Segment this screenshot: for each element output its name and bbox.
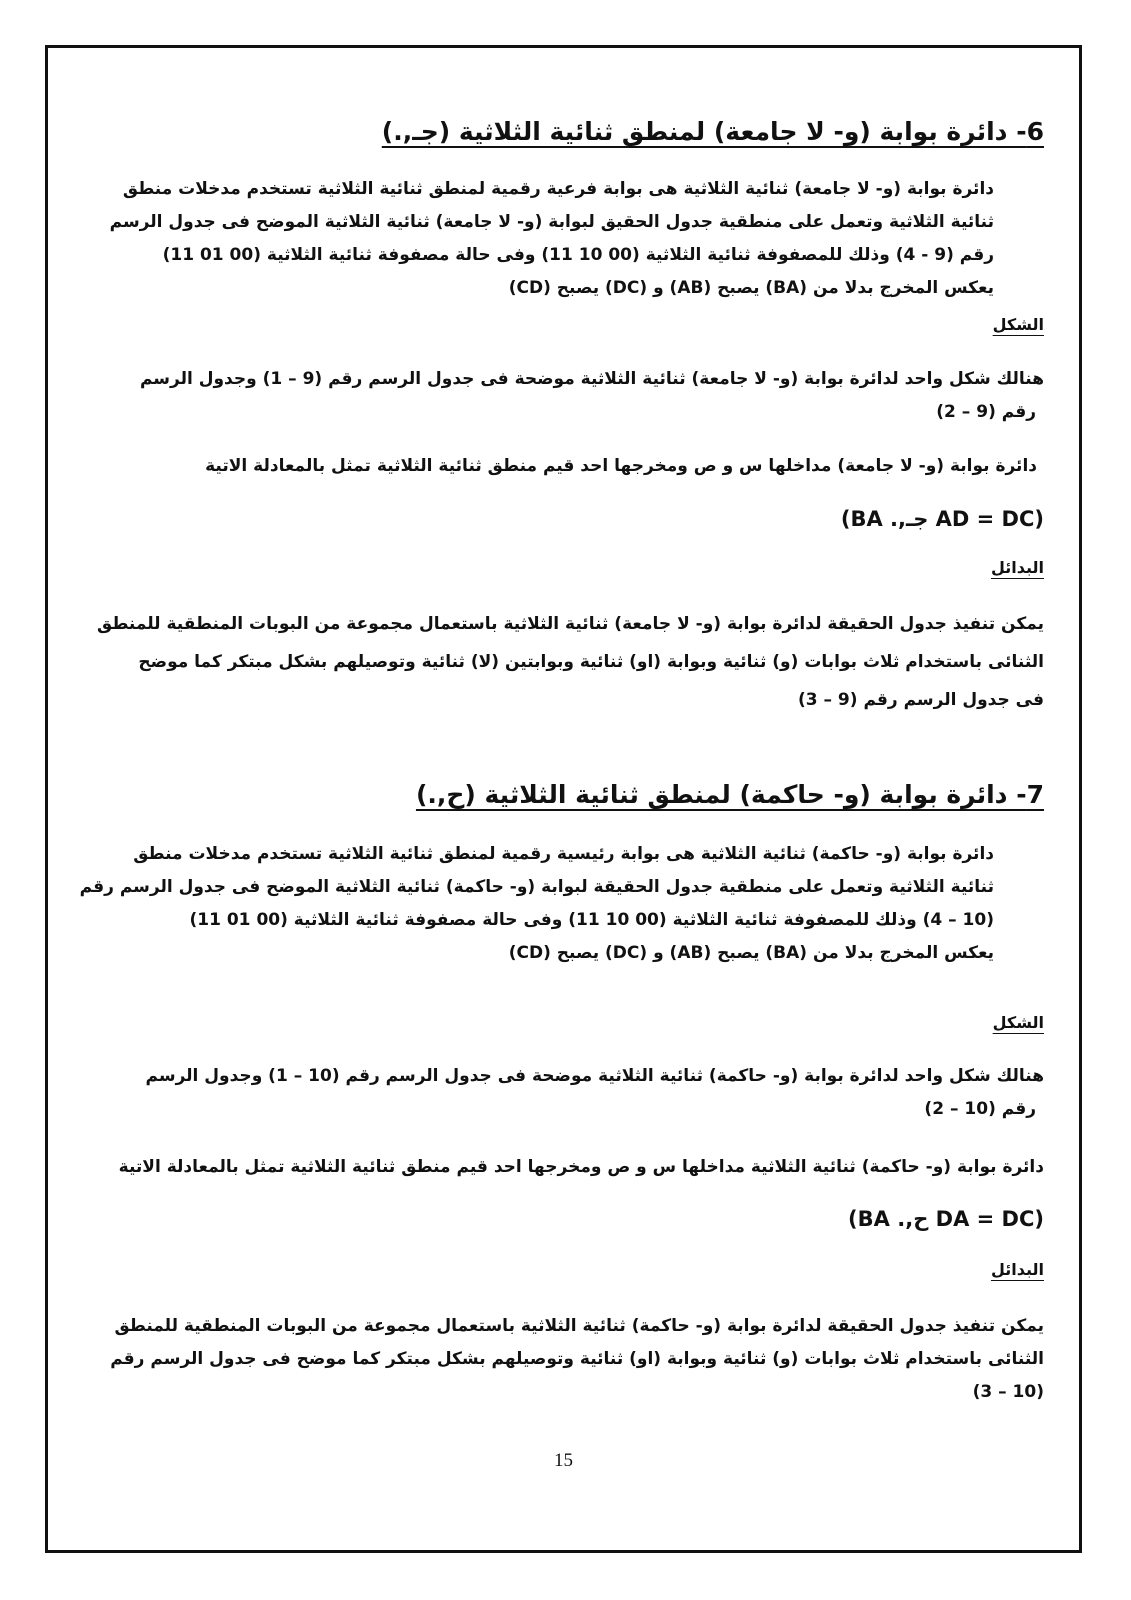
- section-7-intro-line-4: يعكس المخرج بدلا من (BA) يصبح (AB) و (DC) يصبح (CD): [508, 943, 994, 963]
- section-6-shape-title: الشكل: [992, 315, 1044, 334]
- section-7-shape-text: [45, 1060, 1082, 1126]
- section-6-alternatives-line-3: فى جدول الرسم رقم (9 – 3): [797, 690, 1044, 710]
- section-6-equation: (AD = DC جـ,. BA): [840, 507, 1044, 531]
- section-6-shape-line-2: رقم (9 – 2): [936, 402, 1036, 422]
- section-6-alternatives-line-2: الثنائى باستخدام ثلاث بوابات (و) ثنائية وبوابة (او) ثنائية وبوابتين (لا) ثنائية وتوصيلهم بشكل مبتكر كما موضح: [138, 652, 1044, 672]
- section-6-alternatives-line-1: يمكن تنفيذ جدول الحقيقة لدائرة بوابة (و- لا جامعة) ثنائية الثلاثية باستعمال مجموعة من البوبات المنطقية للمنطق: [97, 614, 1044, 634]
- section-6-alternatives-text: [45, 605, 1082, 719]
- section-7-alternatives-line-3: (10 – 3): [972, 1382, 1044, 1402]
- section-7-intro-line-3: (10 – 4) وذلك للمصفوفة ثنائية الثلاثية (00 10 11) وفى حالة مصفوفة ثنائية الثلاثية (00 01 11): [189, 910, 994, 930]
- section-7-alternatives-line-2: الثنائى باستخدام ثلاث بوابات (و) ثنائية وبوابة (او) ثنائية وتوصيلهم بشكل مبتكر كما موضح فى جدول الرسم رقم: [110, 1349, 1044, 1369]
- section-7-heading: 7- دائرة بوابة (و- حاكمة) لمنطق ثنائية الثلاثية (ح,.): [415, 780, 1044, 809]
- section-7-shape-line-1: هنالك شكل واحد لدائرة بوابة (و- حاكمة) ثنائية الثلاثية موضحة فى جدول الرسم رقم (10 – 1) وجدول الرسم: [145, 1066, 1044, 1086]
- section-7-alternatives-title: البدائل: [990, 1260, 1044, 1279]
- section-6-equation-intro: دائرة بوابة (و- لا جامعة) مداخلها س و ص ومخرجها احد قيم منطق ثنائية الثلاثية تمثل بالمعادلة الاتية: [205, 456, 1037, 476]
- section-7-alternatives-text: [45, 1310, 1082, 1409]
- section-7-intro: [45, 838, 1082, 970]
- section-6-heading: 6- دائرة بوابة (و- لا جامعة) لمنطق ثنائية الثلاثية (جـ,.): [381, 117, 1044, 146]
- section-7-intro-line-2: ثنائية الثلاثية وتعمل على منطقية جدول الحقيقة لبوابة (و- حاكمة) ثنائية الثلاثية الموضح فى جدول الرسم رقم: [79, 877, 994, 897]
- section-7-shape-line-2: رقم (10 – 2): [924, 1099, 1036, 1119]
- section-6-shape-line-1: هنالك شكل واحد لدائرة بوابة (و- لا جامعة) ثنائية الثلاثية موضحة فى جدول الرسم رقم (9 – 1) وجدول الرسم: [139, 369, 1044, 389]
- document-page: [45, 45, 1082, 1553]
- section-7-shape-title: الشكل: [992, 1013, 1044, 1032]
- section-6-alternatives-title: البدائل: [990, 558, 1044, 577]
- section-6-intro: [45, 173, 1082, 305]
- section-6-intro-line-3: رقم (9 - 4) وذلك للمصفوفة ثنائية الثلاثية (00 10 11) وفى حالة مصفوفة ثنائية الثلاثية (00 01 11): [162, 245, 994, 265]
- page-number: 15: [554, 1450, 573, 1471]
- section-7-equation-intro: دائرة بوابة (و- حاكمة) ثنائية الثلاثية مداخلها س و ص ومخرجها احد قيم منطق ثنائية الثلاثية تمثل بالمعادلة الاتية: [118, 1157, 1044, 1177]
- section-6-intro-line-2: ثنائية الثلاثية وتعمل على منطقية جدول الحقيق لبوابة (و- لا جامعة) ثنائية الثلاثية الموضح فى جدول الرسم: [109, 212, 994, 232]
- section-6-intro-line-4: يعكس المخرج بدلا من (BA) يصبح (AB) و (DC) يصبح (CD): [508, 278, 994, 298]
- section-7-alternatives-line-1: يمكن تنفيذ جدول الحقيقة لدائرة بوابة (و- حاكمة) ثنائية الثلاثية باستعمال مجموعة من البوبات المنطقية للمنطق: [114, 1316, 1044, 1336]
- section-6-intro-line-1: دائرة بوابة (و- لا جامعة) ثنائية الثلاثية هى بوابة فرعية رقمية لمنطق ثنائية الثلاثية تستخدم مدخلات منطق: [122, 179, 994, 199]
- section-7-equation: (DA = DC ح,. BA): [848, 1207, 1044, 1231]
- section-7-intro-line-1: دائرة بوابة (و- حاكمة) ثنائية الثلاثية هى بوابة رئيسية رقمية لمنطق ثنائية الثلاثية تستخدم مدخلات منطق: [133, 844, 994, 864]
- section-6-shape-text: [45, 363, 1082, 429]
